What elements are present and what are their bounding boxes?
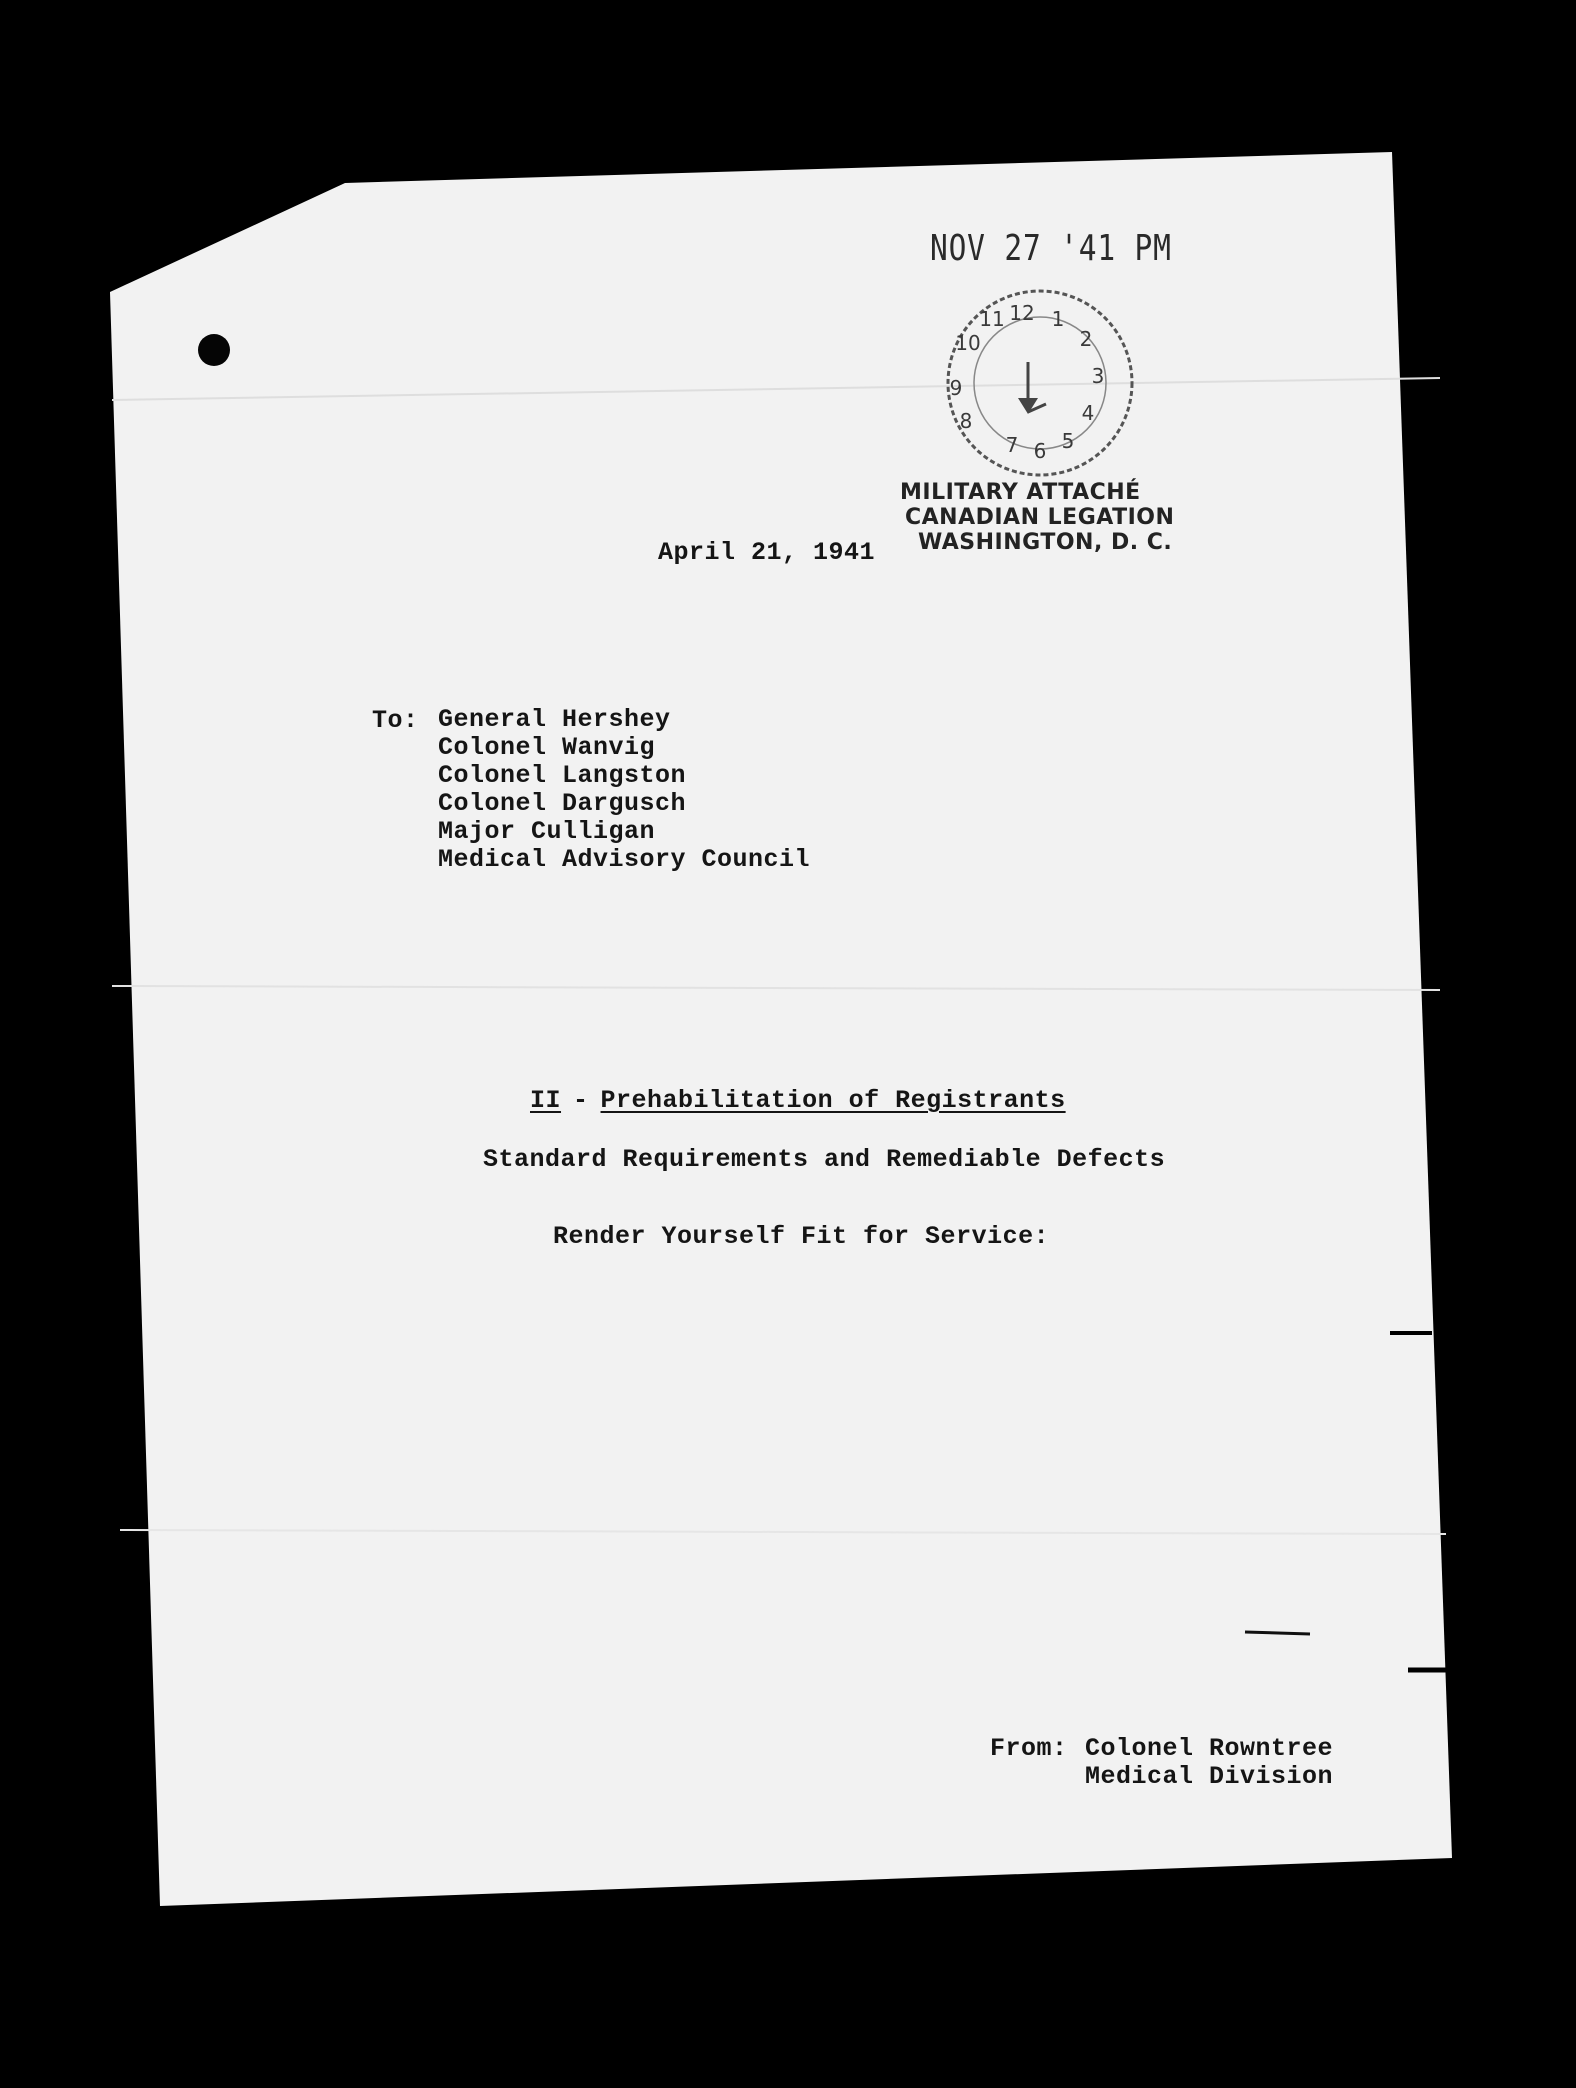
clock-number-8: 8	[959, 409, 973, 433]
clock-number-4: 4	[1081, 401, 1095, 425]
punch-hole	[198, 334, 230, 366]
clock-number-6: 6	[1033, 439, 1047, 463]
tagline: Render Yourself Fit for Service:	[553, 1222, 1050, 1251]
received-date-stamp: NOV 27 '41 PM	[930, 228, 1172, 269]
section-number: II	[530, 1086, 562, 1115]
letter-date: April 21, 1941	[658, 538, 876, 567]
recipient-item: General Hershey	[438, 705, 671, 734]
stamp-line-washington: WASHINGTON, D. C.	[918, 530, 1173, 555]
from-name: Colonel Rowntree	[1085, 1734, 1334, 1763]
recipient-item: Colonel Langston	[438, 761, 687, 790]
clock-number-11: 11	[979, 307, 1005, 331]
recipient-list	[438, 706, 810, 874]
clock-number-7: 7	[1005, 433, 1019, 457]
paper-sheet	[110, 152, 1452, 1906]
clock-number-1: 1	[1051, 307, 1065, 331]
recipient-item: Colonel Wanvig	[438, 733, 656, 762]
section-title: Prehabilitation of Registrants	[600, 1086, 1066, 1115]
from-label: From:	[990, 1734, 1068, 1763]
subtitle: Standard Requirements and Remediable Defects	[483, 1145, 1166, 1174]
recipient-item: Medical Advisory Council	[438, 845, 811, 874]
stamp-line-canadian-legation: CANADIAN LEGATION	[905, 505, 1175, 530]
stamp-line-military-attache: MILITARY ATTACHÉ	[900, 480, 1141, 505]
from-division: Medical Division	[1085, 1762, 1334, 1791]
clock-number-2: 2	[1079, 327, 1093, 351]
clock-number-12: 12	[1009, 301, 1035, 325]
section-dash: -	[573, 1086, 589, 1115]
section-heading	[530, 1086, 1066, 1115]
recipient-item: Colonel Dargusch	[438, 789, 687, 818]
to-label: To:	[372, 706, 419, 735]
clock-number-3: 3	[1091, 364, 1105, 388]
clock-number-10: 10	[955, 331, 981, 355]
recipient-item: Major Culligan	[438, 817, 656, 846]
clock-number-9: 9	[949, 376, 963, 400]
clock-number-5: 5	[1061, 429, 1075, 453]
